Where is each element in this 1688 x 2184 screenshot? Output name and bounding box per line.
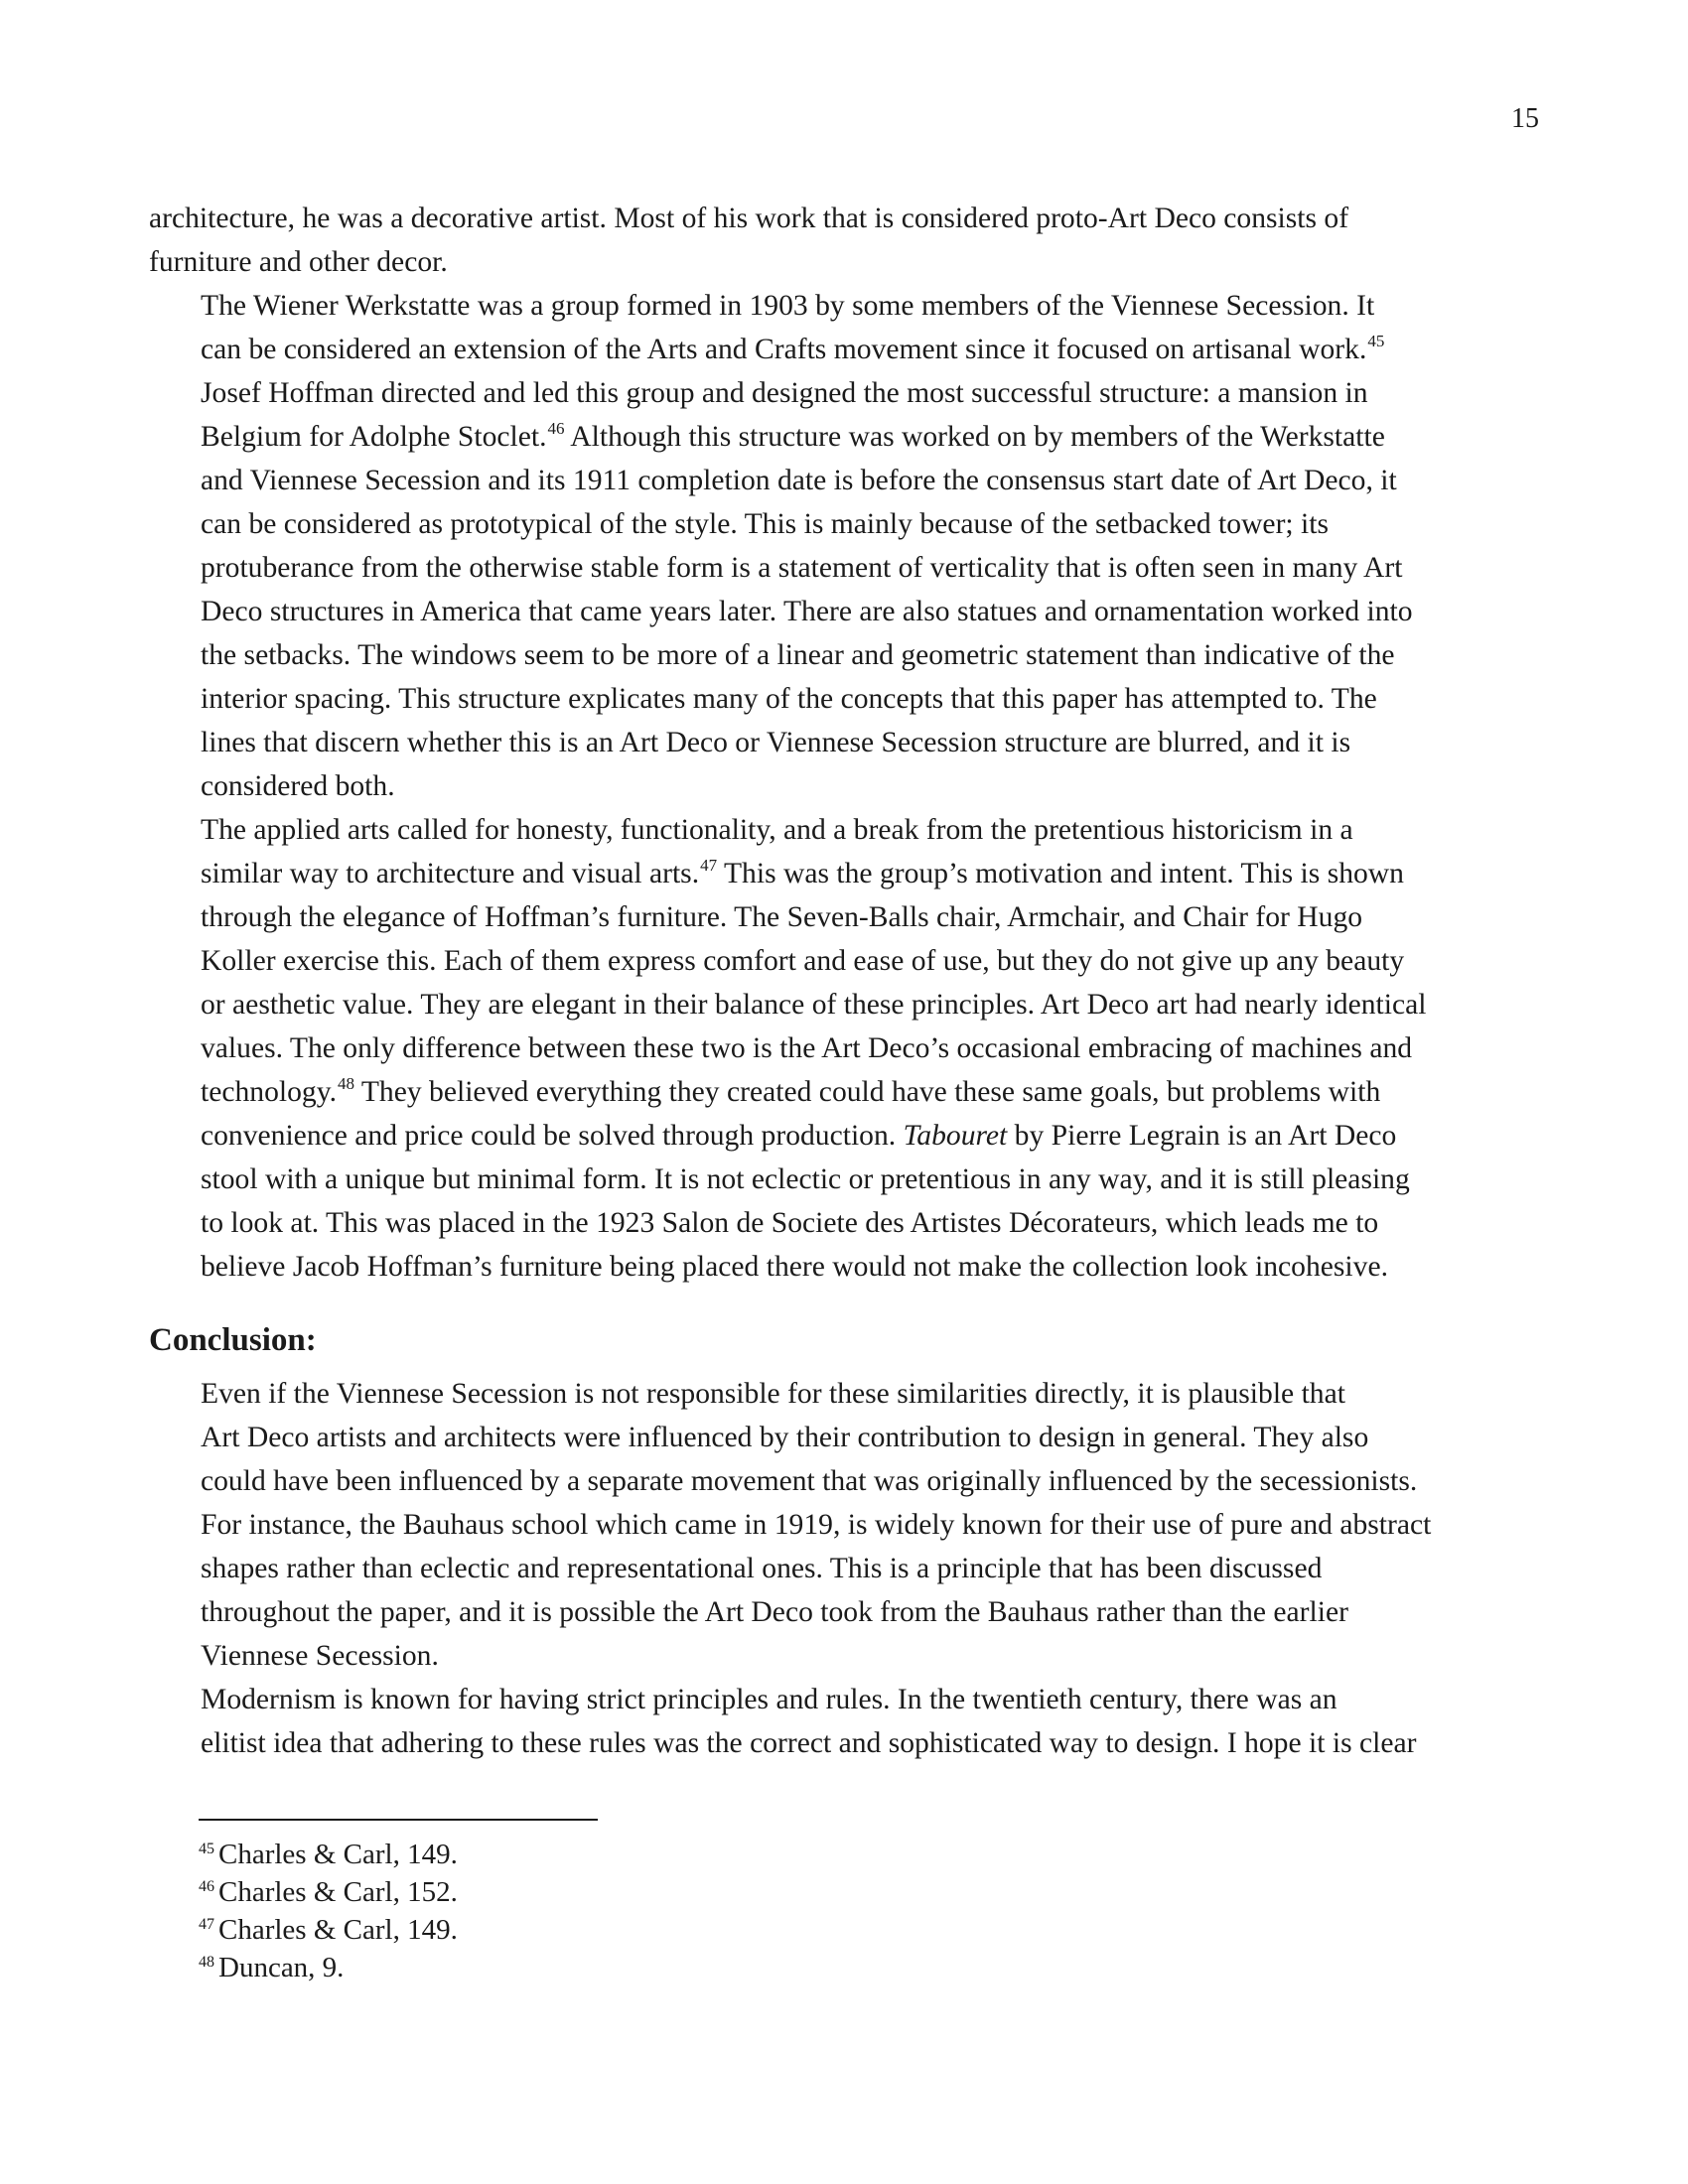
- paragraph: [149, 197, 1539, 284]
- text-line: considered both.: [201, 770, 395, 802]
- text-line: protuberance from the otherwise stable form is a statement of verticality that is often seen in many Art: [201, 552, 1403, 584]
- text-line: architecture, he was a decorative artist. Most of his work that is considered proto-Art Deco consists of: [149, 203, 1349, 234]
- text-line: elitist idea that adhering to these rules was the correct and sophisticated way to design. I hope it is clear: [201, 1727, 1417, 1759]
- footnote: $^{45}$ Charles & Carl, 149.: [199, 1839, 458, 1870]
- text-line: Viennese Secession.: [201, 1640, 439, 1672]
- footnote-ref: 47: [700, 856, 718, 875]
- footnote-ref: 46: [547, 419, 565, 438]
- section-heading: Conclusion:: [149, 1322, 317, 1358]
- text-line: furniture and other decor.: [149, 246, 448, 278]
- text-line: Even if the Viennese Secession is not responsible for these similarities directly, it is plausible that: [201, 1378, 1345, 1410]
- text-line: Koller exercise this. Each of them express comfort and ease of use, but they do not give up any beauty: [201, 945, 1405, 977]
- text-line: For instance, the Bauhaus school which came in 1919, is widely known for their use of pure and abstract: [201, 1509, 1432, 1541]
- footnotes: [199, 1836, 1489, 1986]
- text-line: shapes rather than eclectic and representational ones. This is a principle that has been discussed: [201, 1553, 1323, 1584]
- italic-title: Tabouret: [903, 1120, 1008, 1152]
- text-line: Josef Hoffman directed and led this group and designed the most successful structure: a mansion in: [201, 377, 1368, 409]
- paragraph: [149, 284, 1539, 808]
- paragraph: [149, 1372, 1539, 1678]
- footnote: $^{48}$ Duncan, 9.: [199, 1952, 345, 1983]
- text-line: the setbacks. The windows seem to be more of a linear and geometric statement than indicative of the: [201, 639, 1395, 671]
- text-line: through the elegance of Hoffman’s furniture. The Seven-Balls chair, Armchair, and Chair for Hugo: [201, 901, 1363, 933]
- text-line: Belgium for Adolphe Stoclet.$^{46}$ Although this structure was worked on by members of the Werkstatte: [201, 419, 1385, 453]
- text-line: and Viennese Secession and its 1911 completion date is before the consensus start date of Art Deco, it: [201, 465, 1397, 496]
- text-line: or aesthetic value. They are elegant in their balance of these principles. Art Deco art had nearly identical: [201, 989, 1427, 1021]
- text-line: to look at. This was placed in the 1923 Salon de Societe des Artistes Décorateurs, which leads me to: [201, 1207, 1379, 1239]
- text-line: The applied arts called for honesty, functionality, and a break from the pretentious historicism in a: [201, 814, 1353, 846]
- text-line: can be considered an extension of the Arts and Crafts movement since it focused on artisanal work.$^{45}$: [201, 332, 1385, 365]
- text-line: believe Jacob Hoffman’s furniture being placed there would not make the collection look incohesive.: [201, 1251, 1388, 1283]
- text-line: similar way to architecture and visual arts.$^{47}$ This was the group’s motivation and intent. This is shown: [201, 856, 1404, 889]
- paragraph: [149, 1678, 1539, 1765]
- footnote-divider: [199, 1819, 598, 1821]
- text-line: The Wiener Werkstatte was a group formed in 1903 by some members of the Viennese Secession. It: [201, 290, 1375, 322]
- text-line: values. The only difference between these two is the Art Deco’s occasional embracing of machines and: [201, 1032, 1413, 1064]
- text-line: convenience and price could be solved through production. Tabouret by Pierre Legrain is an Art Deco: [201, 1120, 1397, 1152]
- text-line: Modernism is known for having strict principles and rules. In the twentieth century, there was an: [201, 1684, 1337, 1715]
- text-line: stool with a unique but minimal form. It is not eclectic or pretentious in any way, and it is still pleasing: [201, 1163, 1410, 1195]
- text-line: can be considered as prototypical of the style. This is mainly because of the setbacked tower; its: [201, 508, 1330, 540]
- text-line: could have been influenced by a separate movement that was originally influenced by the secessionists.: [201, 1465, 1418, 1497]
- text-line: lines that discern whether this is an Art Deco or Viennese Secession structure are blurred, and it is: [201, 727, 1351, 758]
- paragraph: [149, 808, 1539, 1289]
- footnote: $^{47}$ Charles & Carl, 149.: [199, 1914, 458, 1946]
- text-line: interior spacing. This structure explicates many of the concepts that this paper has attempted to. The: [201, 683, 1377, 715]
- text-line: Deco structures in America that came years later. There are also statues and ornamentation worked into: [201, 596, 1413, 627]
- page-number: 15: [1511, 103, 1539, 134]
- text-line: Art Deco artists and architects were influenced by their contribution to design in general. They also: [201, 1422, 1369, 1453]
- text-line: throughout the paper, and it is possible the Art Deco took from the Bauhaus rather than the earlier: [201, 1596, 1348, 1628]
- body-text: [149, 197, 1539, 1765]
- text-line: technology.$^{48}$ They believed everything they created could have these same goals, but problems with: [201, 1074, 1381, 1108]
- footnote-ref: 48: [337, 1074, 354, 1093]
- footnote: $^{46}$ Charles & Carl, 152.: [199, 1876, 458, 1908]
- footnote-ref: 45: [1367, 332, 1385, 350]
